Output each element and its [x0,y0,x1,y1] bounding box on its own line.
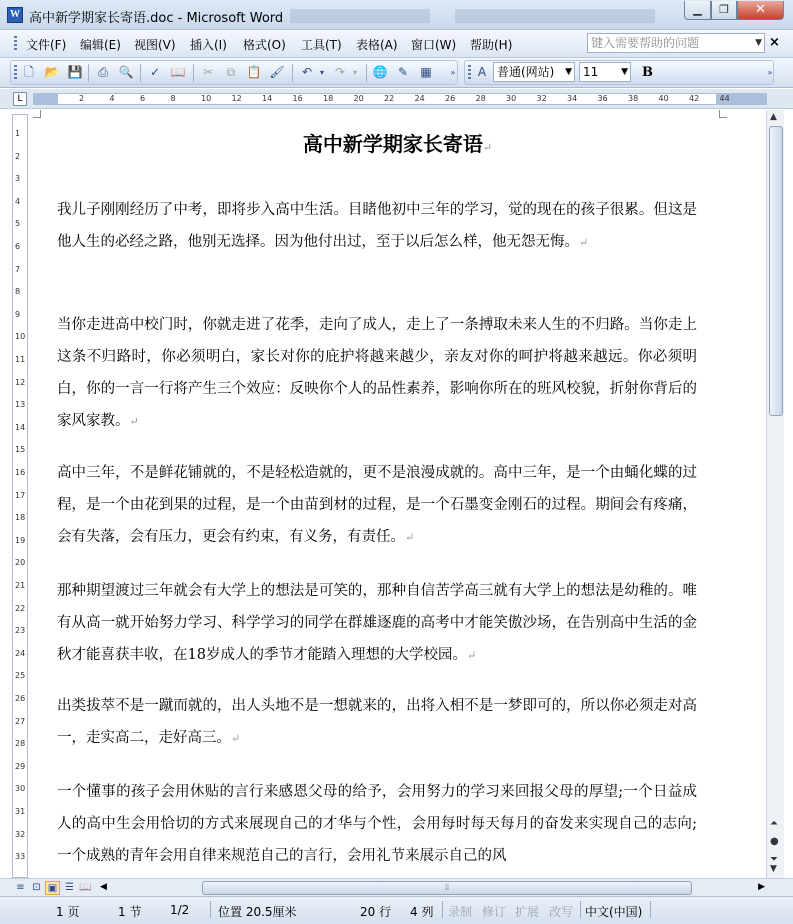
menu-table[interactable]: 表格(A) [356,38,398,52]
ruler-tick-label: 24 [414,94,425,103]
ruler-tick-label: 6 [15,242,21,251]
menu-format[interactable]: 格式(O) [243,38,286,52]
close-button[interactable]: ✕ [737,1,784,20]
ruler-tick-label: 27 [15,716,26,726]
copy-icon[interactable]: ⧉ [226,65,236,79]
paragraph-text: 我儿子刚刚经历了中考，即将步入高中生活。目睹他初中三年的学习，觉的现在的孩子很累。但这是他人生的必经之路，他别无选择。因为他付出过，至于以后怎么样，他无怨无悔。 [57,202,697,250]
normal-view-icon[interactable]: ≡ [16,882,25,893]
ruler-tick-label: 25 [15,671,26,681]
ruler-tick-label: 12 [15,377,26,387]
ruler-tick-label: 32 [536,94,547,103]
ruler-tick-label: 5 [15,219,21,229]
left-margin-area [34,94,58,104]
ruler-bar [0,89,793,109]
status-page: 1 页 [56,905,80,919]
format-painter-icon[interactable]: 🖌 [269,65,285,79]
ruler-tick-label: 40 [658,94,669,103]
ruler-tick-label: 38 [628,94,639,103]
status-record[interactable]: 录制 [448,905,473,919]
paragraph[interactable] [57,776,697,872]
ruler-tick-label: 36 [597,94,608,103]
ruler-tick-label: 22 [15,603,26,613]
status-line: 20 行 [360,905,392,919]
ruler-tick-label: 19 [15,535,26,545]
ruler-tick-label: 2 [15,151,21,161]
ruler-tick-label: 6 [140,94,146,103]
save-icon[interactable]: 💾 [67,65,83,79]
ruler-tick-label: 15 [15,445,26,455]
ruler-tick-label: 23 [15,626,26,636]
ruler-tick-label: 13 [15,400,26,410]
document-title-text: 高中新学期家长寄语 [302,132,483,156]
status-extend[interactable]: 扩展 [515,905,540,919]
ruler-tick-label: 8 [170,94,176,103]
bold-button[interactable]: B [642,65,653,80]
document-close-icon[interactable]: × [769,35,780,50]
font-size-select[interactable] [579,62,631,82]
hyperlink-icon[interactable]: 🌐 [372,65,388,79]
ruler-tick-label: 29 [15,761,26,771]
ruler-tick-label: 4 [15,196,21,206]
ruler-tick-label: 17 [15,490,26,500]
previous-page-icon[interactable]: ⏶ [770,818,778,829]
paragraph[interactable] [57,457,697,554]
toolbar [0,58,793,88]
status-bar [0,896,793,924]
toolbar-options-icon[interactable]: » [767,68,773,77]
paragraph-text: 当你走进高中校门时，你就走进了花季，走向了成人，走上了一条搏取未来人生的不归路。当你走上这条不归路时，你必须明白，家长对你的庇护将越来越少，亲友对你的呵护将越来越远。你必须明白，你的一言一行将产生三个效应：反映你个人的品性素养，影响你所在的班风校貌，折射你背后的家风家教。 [57,317,697,429]
tables-borders-icon[interactable]: ✎ [397,65,409,79]
ruler-tick-label: 24 [15,648,26,658]
ruler-tick-label: 9 [15,309,21,319]
ruler-tick-label: 28 [475,94,486,103]
select-browse-object-icon[interactable]: ● [770,836,779,847]
ruler-tick-label: 11 [15,355,26,364]
vertical-scroll-thumb[interactable] [769,126,783,416]
vertical-scrollbar[interactable] [766,110,784,878]
ruler-tick-label: 20 [15,558,26,568]
web-layout-view-icon[interactable]: ⊡ [32,882,41,893]
scroll-up-icon[interactable]: ▲ [770,112,777,122]
ruler-tick-label: 8 [15,287,21,297]
ruler-tick-label: 28 [15,739,26,749]
status-pages: 1/2 [170,903,190,917]
ruler-tick-label: 10 [15,332,26,342]
print-layout-view-icon[interactable]: ▣ [45,881,60,895]
ruler-tick-label: 20 [353,94,364,103]
status-position: 位置 20.5厘米 [218,905,297,919]
paragraph-text: 一个懂事的孩子会用休贴的言行来感恩父母的给予，会用努力的学习来回报父母的厚望;一个日益成人的高中生会用恰切的方式来展现自己的才华与个性，会用每时每天每月的奋发来实现自己的志向;一个成熟的青年会用自律来规范自己的言行，会用礼节来展示自己的风 [57,784,697,864]
menu-view[interactable]: 视图(V) [134,38,176,52]
status-track-changes[interactable]: 修订 [482,905,507,919]
minimize-button[interactable]: ▁ [684,1,711,20]
background-tab-ghost [290,9,430,23]
vertical-ruler[interactable] [12,114,28,878]
page-corner-mark [719,110,727,118]
spelling-check-icon[interactable]: ✓ [149,65,161,79]
open-folder-icon[interactable]: 📂 [44,65,60,79]
ruler-tick-label: 21 [15,581,26,590]
ruler-tick-label: 22 [384,94,395,103]
page-corner-mark [33,110,41,118]
status-section: 1 节 [118,905,142,919]
ruler-tick-label: 34 [567,94,578,103]
paragraph-text: 高中三年，不是鲜花铺就的，不是轻松造就的，更不是浪漫成就的。高中三年，是一个由蛹化蝶的过程，是一个由花到果的过程，是一个由苗到材的过程，是一个石墨变金刚石的过程。期间会有疼痛，会有失落，会有压力，更会有约束，有义务，有责任。 [57,465,697,545]
print-icon[interactable]: ⎙ [98,65,108,79]
ruler-tick-label: 10 [201,94,212,103]
styles-formatting-icon[interactable]: A [477,65,487,79]
paragraph-mark: ↵ [405,531,415,544]
ruler-tick-label: 16 [292,94,303,103]
view-and-scroll-bar [0,878,793,896]
paragraph-mark: ↵ [466,649,477,662]
tab-stop-selector[interactable]: L [13,92,27,106]
insert-table-icon[interactable]: ▦ [420,65,432,79]
help-search-placeholder: 键入需要帮助的问题 [591,36,700,50]
ruler-tick-label: 30 [506,94,517,103]
ruler-tick-label: 32 [15,829,26,839]
chevron-down-icon[interactable]: ▼ [621,67,628,77]
paragraph[interactable] [57,309,697,438]
ruler-tick-label: 2 [79,94,85,103]
menu-grip-handle[interactable] [14,36,17,52]
paste-icon[interactable]: 📋 [246,65,262,79]
ruler-tick-label: 26 [445,94,456,103]
redo-dropdown-icon[interactable]: ▾ [352,68,357,77]
ruler-tick-label: 33 [15,852,26,862]
print-preview-icon[interactable]: 🔍 [118,65,134,79]
paragraph-mark: ↵ [482,141,493,154]
background-tab-ghost [455,9,655,23]
chevron-down-icon[interactable]: ▼ [565,67,572,77]
cut-icon[interactable]: ✂ [202,65,214,79]
paragraph-mark: ↵ [231,732,241,745]
toolbar-options-icon[interactable]: » [450,68,456,77]
ruler-tick-label: 4 [109,94,115,103]
paragraph-text: 那种期望渡过三年就会有大学上的想法是可笑的，那种自信苦学高三就有大学上的想法是幼稚的。唯有从高一就开始努力学习、科学学习的同学在群雄逐鹿的高考中才能笑傲沙场，在告别高中生活的金秋才能喜获丰收，在18岁成人的季节才能踏入理想的大学校园。 [57,583,697,663]
font-size-value: 11 [583,65,599,79]
undo-icon[interactable]: ↶ [301,65,313,79]
paragraph[interactable] [57,690,697,755]
style-select-value: 普通(网站) [497,65,555,79]
paragraph-mark: ↵ [579,236,589,249]
ruler-tick-label: 30 [15,784,26,794]
horizontal-scrollbar[interactable] [100,881,765,895]
menu-edit[interactable]: 编辑(E) [80,38,121,52]
scroll-down-icon[interactable]: ▼ [770,864,777,874]
undo-dropdown-icon[interactable]: ▾ [319,68,324,77]
word-app-icon[interactable]: W [7,7,23,23]
ruler-tick-label: 44 [719,94,730,103]
menu-insert[interactable]: 插入(I) [190,38,227,52]
horizontal-scroll-thumb[interactable]: ⦙⦙ [202,881,692,895]
style-select[interactable] [493,62,575,82]
new-document-icon[interactable]: 🗋 [24,65,34,79]
ruler-tick-label: 7 [15,264,21,274]
menu-file[interactable]: 文件(F) [26,38,67,52]
window-title: 高中新学期家长寄语.doc - Microsoft Word [29,11,284,26]
maximize-button[interactable]: ❐ [711,1,737,20]
next-page-icon[interactable]: ⏷ [770,854,778,865]
chevron-down-icon[interactable]: ▼ [755,38,762,48]
toolbar-grip-handle[interactable] [14,65,17,81]
research-icon[interactable]: 📖 [170,65,186,79]
ruler-tick-label: 18 [15,513,26,523]
horizontal-ruler[interactable] [33,93,767,105]
ruler-tick-label: 14 [262,94,273,103]
ruler-tick-label: 14 [15,422,26,432]
scroll-left-icon[interactable]: ◀ [100,882,107,892]
help-search-input[interactable] [587,33,765,53]
paragraph[interactable] [57,194,697,259]
ruler-tick-label: 42 [689,94,700,103]
paragraph[interactable] [57,575,697,672]
outline-view-icon[interactable]: ☰ [65,882,74,893]
paragraph-mark: ↵ [129,415,139,428]
ruler-tick-label: 16 [15,468,26,477]
title-bar [0,0,793,30]
status-language: 中文(中国) [585,905,643,919]
ruler-tick-label: 18 [323,94,334,103]
ruler-tick-label: 31 [15,807,26,816]
ruler-tick-label: 1 [15,129,21,138]
ruler-tick-label: 12 [231,94,242,103]
menu-help[interactable]: 帮助(H) [470,38,513,52]
ruler-tick-label: 26 [15,694,26,703]
reading-layout-view-icon[interactable]: 📖 [79,882,92,893]
status-overtype[interactable]: 改写 [549,905,574,919]
menu-window[interactable]: 窗口(W) [411,38,457,52]
redo-icon[interactable]: ↷ [334,65,346,79]
menu-tools[interactable]: 工具(T) [301,38,342,52]
document-area[interactable] [29,110,766,878]
document-title[interactable] [29,128,766,157]
toolbar-grip-handle[interactable] [468,65,471,81]
paragraph-text: 出类拔萃不是一蹴而就的，出人头地不是一想就来的，出将入相不是一梦即可的，所以你必须走对高一，走实高二，走好高三。 [57,698,697,746]
status-column: 4 列 [410,905,434,919]
ruler-tick-label: 3 [15,174,21,184]
scroll-right-icon[interactable]: ▶ [758,882,765,892]
